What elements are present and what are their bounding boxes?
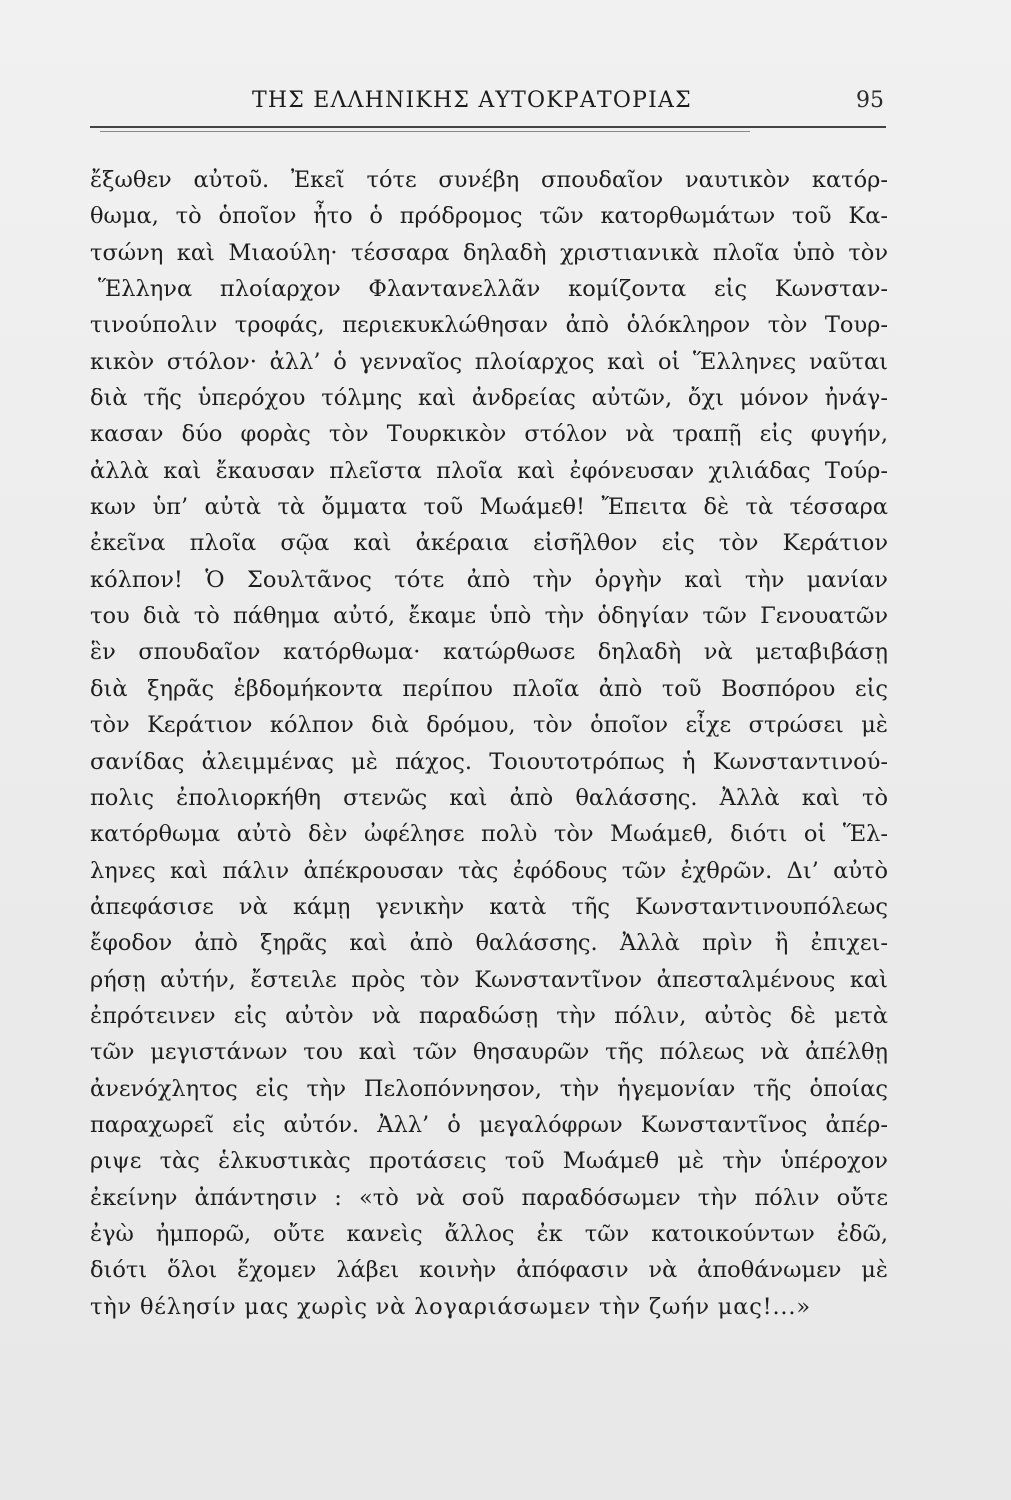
header-rule [90,126,886,128]
text-line: Ἕλληνα πλοίαρχον Φλαντανελλᾶν κομίζοντα εἰς Κωνσταν- [98,276,888,303]
text-line: τῶν μεγιστάνων του καὶ τῶν θησαυρῶν τῆς πόλεως νὰ ἀπέλθῃ [90,1039,888,1066]
text-line: ἐκεῖνα πλοῖα σῷα καὶ ἀκέραια εἰσῆλθον εἰς τὸν Κεράτιον [90,530,888,557]
text-line: πολις ἐπολιορκήθη στενῶς καὶ ἀπὸ θαλάσσης. Ἀλλὰ καὶ τὸ [90,784,888,811]
running-title: ΤΗΣ ΕΛΛΗΝΙΚΗΣ ΑΥΤΟΚΡΑΤΟΡΙΑΣ [252,88,692,113]
text-line: κικὸν στόλον· ἀλλ’ ὁ γενναῖος πλοίαρχος καὶ οἱ Ἕλληνες ναῦται [90,348,888,375]
text-line: ἐπρότεινεν εἰς αὐτὸν νὰ παραδώσῃ τὴν πόλιν, αὐτὸς δὲ μετὰ [90,1002,888,1029]
text-line: ληνες καὶ πάλιν ἀπέκρουσαν τὰς ἐφόδους τῶν ἐχθρῶν. Δι’ αὐτὸ [90,857,888,884]
text-line: ἀλλὰ καὶ ἔκαυσαν πλεῖστα πλοῖα καὶ ἐφόνευσαν χιλιάδας Τούρ- [90,457,888,484]
text-line: ἀνενόχλητος εἰς τὴν Πελοπόννησον, τὴν ἡγεμονίαν τῆς ὁποίας [90,1075,888,1102]
page-number: 95 [856,88,884,113]
text-line: κων ὑπ’ αὐτὰ τὰ ὄμματα τοῦ Μωάμεθ! Ἔπειτα δὲ τὰ τέσσαρα [90,494,888,521]
text-line: διὰ τῆς ὑπερόχου τόλμης καὶ ἀνδρείας αὐτῶν, ὄχι μόνον ἠνάγ- [90,385,888,412]
text-line: τὴν θέλησίν μας χωρὶς νὰ λογαριάσωμεν τὴν ζωήν μας!...» [90,1293,811,1320]
text-line: σανίδας ἀλειμμένας μὲ πάχος. Τοιουτοτρόπως ἡ Κωνσταντινού- [90,748,888,775]
header-rule-thin [100,131,750,132]
text-line: ρήσῃ αὐτήν, ἔστειλε πρὸς τὸν Κωνσταντῖνον ἀπεσταλμένους καὶ [90,966,888,993]
text-line: τινούπολιν τροφάς, περιεκυκλώθησαν ἀπὸ ὁλόκληρον τὸν Τουρ- [90,312,888,339]
text-line: ριψε τὰς ἑλκυστικὰς προτάσεις τοῦ Μωάμεθ μὲ τὴν ὑπέροχον [90,1148,888,1175]
text-line: κατόρθωμα αὐτὸ δὲν ὠφέλησε πολὺ τὸν Μωάμεθ, διότι οἱ Ἕλ- [90,821,888,848]
text-line: ἐκείνην ἀπάντησιν : «τὸ νὰ σοῦ παραδόσωμεν τὴν πόλιν οὔτε [90,1184,888,1211]
text-line: παραχωρεῖ εἰς αὐτόν. Ἀλλ’ ὁ μεγαλόφρων Κωνσταντῖνος ἀπέρ- [90,1111,888,1138]
text-line: ἓν σπουδαῖον κατόρθωμα· κατώρθωσε δηλαδὴ νὰ μεταβιβάσῃ [90,639,888,666]
text-line: ἔφοδον ἀπὸ ξηρᾶς καὶ ἀπὸ θαλάσσης. Ἀλλὰ πρὶν ἢ ἐπιχει- [90,930,888,957]
text-line: ἔξωθεν αὐτοῦ. Ἐκεῖ τότε συνέβη σπουδαῖον ναυτικὸν κατόρ- [90,167,888,193]
text-line: ἐγὼ ἠμπορῶ, οὔτε κανεὶς ἄλλος ἐκ τῶν κατοικούντων ἐδῶ, [90,1220,888,1247]
text-line: τὸν Κεράτιον κόλπον διὰ δρόμου, τὸν ὁποῖον εἶχε στρώσει μὲ [90,712,888,739]
page-header [90,86,888,120]
text-line: διὰ ξηρᾶς ἑβδομήκοντα περίπου πλοῖα ἀπὸ τοῦ Βοσπόρου εἰς [90,675,888,702]
body-text [90,162,888,1325]
text-line: τσώνη καὶ Μιαούλη· τέσσαρα δηλαδὴ χριστιανικὰ πλοῖα ὑπὸ τὸν [90,239,888,266]
text-line: ἀπεφάσισε νὰ κάμῃ γενικὴν κατὰ τῆς Κωνσταντινουπόλεως [90,893,888,920]
text-line: του διὰ τὸ πάθημα αὐτό, ἔκαμε ὑπὸ τὴν ὁδηγίαν τῶν Γενουατῶν [90,603,888,630]
text-line: κασαν δύο φορὰς τὸν Τουρκικὸν στόλον νὰ τραπῇ εἰς φυγήν, [90,421,888,448]
text-line: θωμα, τὸ ὁποῖον ἦτο ὁ πρόδρομος τῶν κατορθωμάτων τοῦ Κα- [90,203,888,230]
text-line: κόλπον! Ὁ Σουλτᾶνος τότε ἀπὸ τὴν ὀργὴν καὶ τὴν μανίαν [90,566,888,593]
text-line: διότι ὅλοι ἔχομεν λάβει κοινὴν ἀπόφασιν νὰ ἀποθάνωμεν μὲ [90,1257,888,1284]
